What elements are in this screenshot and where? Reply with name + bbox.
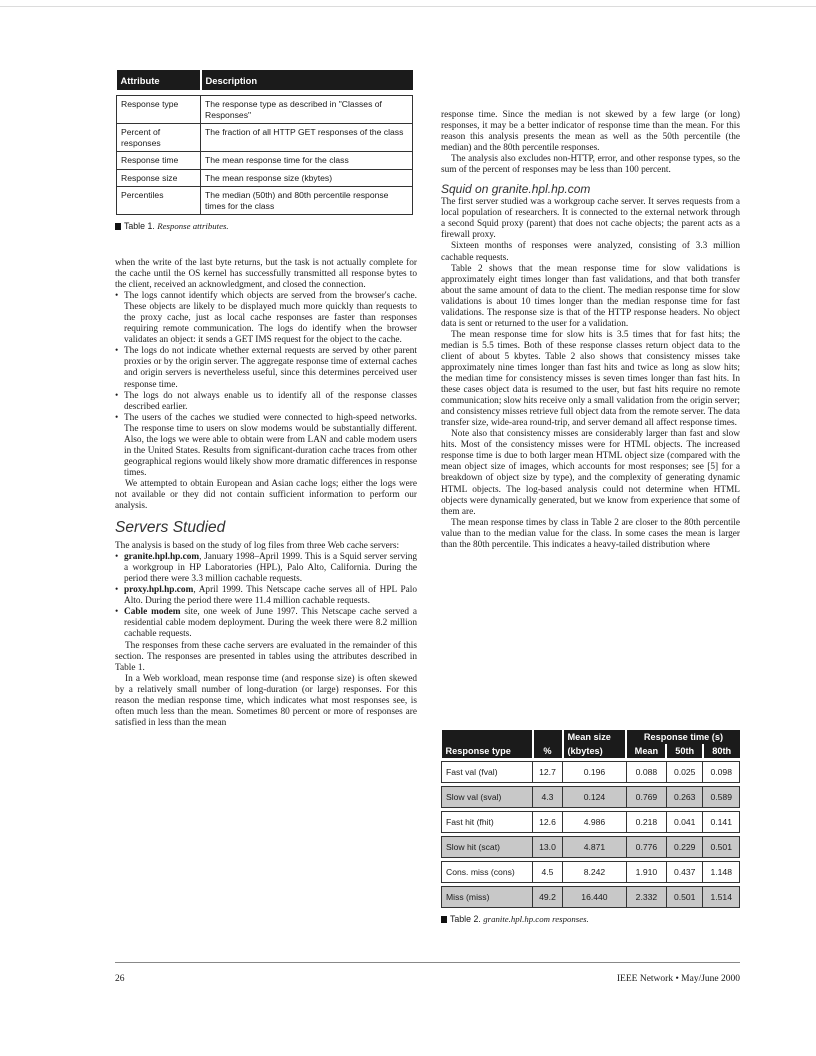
table2-cell-size: 0.196 [563,762,627,783]
table-row [442,787,740,808]
table-row [442,812,740,833]
left-paragraph-3: The analysis is based on the study of log files from three Web cache servers: [115,541,400,552]
subsection-title: Squid on granite.hpl.hp.com [441,182,591,197]
table-row [442,837,740,858]
table1-header-description: Description [201,70,413,90]
table-row [117,152,413,170]
right-paragraph-6: The mean response time for slow hits is 3.5 times that for fast hits; the median is 5.5 times. Both of these response classes return object data to the client of about 5 kbytes. Table 2 also shows that consistency misses take approximately nine times longer than fast hits and twice as long as slow hits; the median time for consistency misses is seven times longer than fast hits. In these cases object data is resumed to the user, but fast hits require no remote communication; slow hits receive only a small validation from the origin server; and consistency misses retrieve full object data from the remote server. The data transfer size, wide-area round-trip, and server demand all affect response times. [441,329,740,429]
table1-cell-description: The mean response size (kbytes) [201,169,413,187]
table1-cell-description: The median (50th) and 80th percentile response times for the class [201,187,413,215]
table2-caption-label: Table 2. [450,914,481,924]
table1-cell-description: The mean response time for the class [201,152,413,170]
right-paragraph-5: Table 2 shows that the mean response time for slow validations is approximately eight times longer than fast validations, and that both transfer about the same amount of data to the client. The median response time for slow validations is about 10 times longer than the median response time for fast validations. The response size is that of the HTTP response headers. No object data is sent or returned to the user for a validation. [441,263,740,329]
servers-list [115,552,417,640]
right-paragraph-7: Note also that consistency misses are considerably larger than fast and slow hits. Most of the consistency misses were for HTML objects. The increased response time is due to both larger mean HTML object size (compared with the mean object size of images, which accounts for most responses; see [5] for a breakdown of object size by type), and the complexity of generating dynamic HTML objects. The log-based analysis could not determine when HTML objects were dynamically generated, but we know from experience that some of them are. [441,429,740,517]
caption-square-icon [441,916,447,923]
table2-caption [441,914,740,924]
table2-cell-type: Cons. miss (cons) [442,862,533,883]
server-name: granite.hpl.hp.com [124,552,200,563]
table2-cell-size: 0.124 [563,787,627,808]
top-rule [0,6,816,7]
left-paragraph-1: when the write of the last byte returns, but the task is not actually complete for the cache until the OS kernel has successfully transmitted all response bytes to the client, received an acknowledgment, and closed the connection. [115,258,417,291]
table2-header-type: Response type [442,730,533,758]
table-2 [441,730,740,908]
table2-cell-type: Slow hit (scat) [442,837,533,858]
table2-cell-type: Fast hit (fhit) [442,812,533,833]
left-paragraph-2: We attempted to obtain European and Asian cache logs; either the logs were not available or they did not contain sufficient information to perform our analysis. [115,478,417,512]
table-row [442,862,740,883]
table2-cell-mean: 0.769 [626,787,666,808]
table2-cell-p50: 0.229 [666,837,703,858]
table2-cell-p50: 0.437 [666,862,703,883]
table2-cell-p80: 0.501 [703,837,740,858]
table2-cell-pct: 13.0 [533,837,563,858]
page-number: 26 [115,974,125,984]
list-item: • Cable modem site, one week of June 1997. This Netscape cache served a residential cable modem deployment. During the week there were 8.2 million cachable requests. [115,607,417,640]
table2-cell-type: Miss (miss) [442,887,533,908]
table2-cell-p80: 1.148 [703,862,740,883]
list-item: • The users of the caches we studied were connected to high-speed networks. The response time to users on slow modems would be substantially different. Also, the logs we were able to obtain were from LAN and cable modem users in the United States. Results from significant-duration cache traces from other geographical regions would likely show more dramatic differences in response times. [115,412,417,478]
section-title: Servers Studied [115,519,226,537]
table2-cell-p50: 0.501 [666,887,703,908]
table1-cell-attribute: Response time [117,152,201,170]
table1-cell-description: The response type as described in "Classes of Responses" [201,96,413,124]
table2-cell-p50: 0.025 [666,762,703,783]
table2-cell-p80: 0.589 [703,787,740,808]
table2-cell-type: Fast val (fval) [442,762,533,783]
list-item: • The logs do not indicate whether external requests are served by other parent proxies or by the origin server. The aggregate response time of external caches and origin servers is nevertheless useful, since this determines perceived user response time. [115,346,417,390]
table-2-block [441,730,740,924]
list-item: • granite.hpl.hp.com, January 1998–April 1999. This is a Squid server serving a workgroup in HP Laboratories (HPL), Palo Alto, California. During the period there were 3.3 million cachable requests. [115,552,417,585]
table2-cell-pct: 49.2 [533,887,563,908]
right-column [441,110,740,551]
table2-cell-size: 8.242 [563,862,627,883]
table2-cell-mean: 1.910 [626,862,666,883]
table2-cell-pct: 12.6 [533,812,563,833]
table1-header-attribute: Attribute [117,70,201,90]
left-column [115,70,417,729]
table2-body [442,758,740,908]
right-paragraph-2: The analysis also excludes non-HTTP, error, and other response types, so the sum of the percent of responses may be less than 100 percent. [441,154,740,176]
table2-cell-size: 4.871 [563,837,627,858]
right-paragraph-8: The mean response times by class in Table 2 are closer to the 80th percentile value than to the median value for the class. In some cases the mean is larger than the 80th percentile. This indicates a heavy-tailed distribution where [441,517,740,550]
table2-cell-pct: 4.3 [533,787,563,808]
server-name: Cable modem [124,607,181,618]
table1-caption-text: Response attributes. [157,221,229,231]
list-item: • proxy.hpl.hp.com, April 1999. This Netscape cache serves all of HPL Palo Alto. During the period there were 11.4 million cachable requests. [115,585,417,607]
table2-header-kbytes: (kbytes) [563,744,627,758]
table2-caption-text: granite.hpl.hp.com responses. [483,914,589,924]
table2-cell-mean: 0.088 [626,762,666,783]
list-item: • The logs cannot identify which objects are served from the browser's cache. These objects are likely to be displayed much more quickly than requests to the proxy cache, just as local cache responses are faster than responses requiring remote communication. The logs do identify when the browser validates an object: it sends a GET IMS request for the object to the cache. [115,291,417,346]
table2-cell-p80: 0.098 [703,762,740,783]
table1-caption-label: Table 1. [124,221,155,231]
table2-cell-pct: 12.7 [533,762,563,783]
table1-cell-attribute: Percentiles [117,187,201,215]
table2-header-p80: 80th [703,744,740,758]
table1-cell-description: The fraction of all HTTP GET responses of the class [201,124,413,152]
table1-cell-attribute: Response type [117,96,201,124]
table2-cell-mean: 0.218 [626,812,666,833]
table1-cell-attribute: Percent of responses [117,124,201,152]
table2-cell-type: Slow val (sval) [442,787,533,808]
table2-cell-p80: 0.141 [703,812,740,833]
table2-header-mean: Mean [626,744,666,758]
table2-cell-size: 4.986 [563,812,627,833]
table2-cell-mean: 2.332 [626,887,666,908]
right-paragraph-3: The first server studied was a workgroup cache server. It serves requests from a local population of researchers. It is connected to the external network through a second Squid proxy (parent) that does not cache objects; the parent acts as a firewall proxy. [441,197,740,241]
caption-square-icon [115,223,121,230]
table2-cell-p50: 0.263 [666,787,703,808]
left-paragraph-5: In a Web workload, mean response time (and response size) is often skewed by a relatively small number of long-duration (or large) responses. For this reason the median response time, which indicates what most responses see, is often much less than the mean. Sometimes 80 percent or more of responses are satisfied in less than the mean [115,673,417,728]
table-row [117,124,413,152]
table1-caption [115,221,417,231]
table2-header-mean-size: Mean size [563,730,627,744]
table-row [117,169,413,187]
table2-header-p50: 50th [666,744,703,758]
table2-cell-mean: 0.776 [626,837,666,858]
table-1 [116,70,413,215]
table2-cell-p80: 1.514 [703,887,740,908]
right-paragraph-1: response time. Since the median is not skewed by a few large (or long) responses, it may be a better indicator of response time than the mean. For this reason this analysis presents the mean as well as the 50th percentile (the median) and the 80th percentile responses. [441,110,740,154]
list-item: • The logs do not always enable us to identify all of the response classes described earlier. [115,390,417,412]
table2-header-response-time: Response time (s) [626,730,739,744]
limitations-list [115,291,417,479]
table-row [442,887,740,908]
table2-cell-p50: 0.041 [666,812,703,833]
table-row [117,96,413,124]
server-name: proxy.hpl.hp.com [124,585,194,596]
table-row [442,762,740,783]
table2-cell-size: 16.440 [563,887,627,908]
left-paragraph-4: The responses from these cache servers are evaluated in the remainder of this section. The responses are presented in tables using the attributes described in Table 1. [115,640,417,673]
journal-footer: IEEE Network • May/June 2000 [616,974,740,984]
table2-header-percent: % [533,730,563,758]
table-row [117,187,413,215]
table2-cell-pct: 4.5 [533,862,563,883]
right-paragraph-4: Sixteen months of responses were analyzed, consisting of 3.3 million cachable requests. [441,241,740,263]
table1-cell-attribute: Response size [117,169,201,187]
footer-rule [115,962,740,963]
